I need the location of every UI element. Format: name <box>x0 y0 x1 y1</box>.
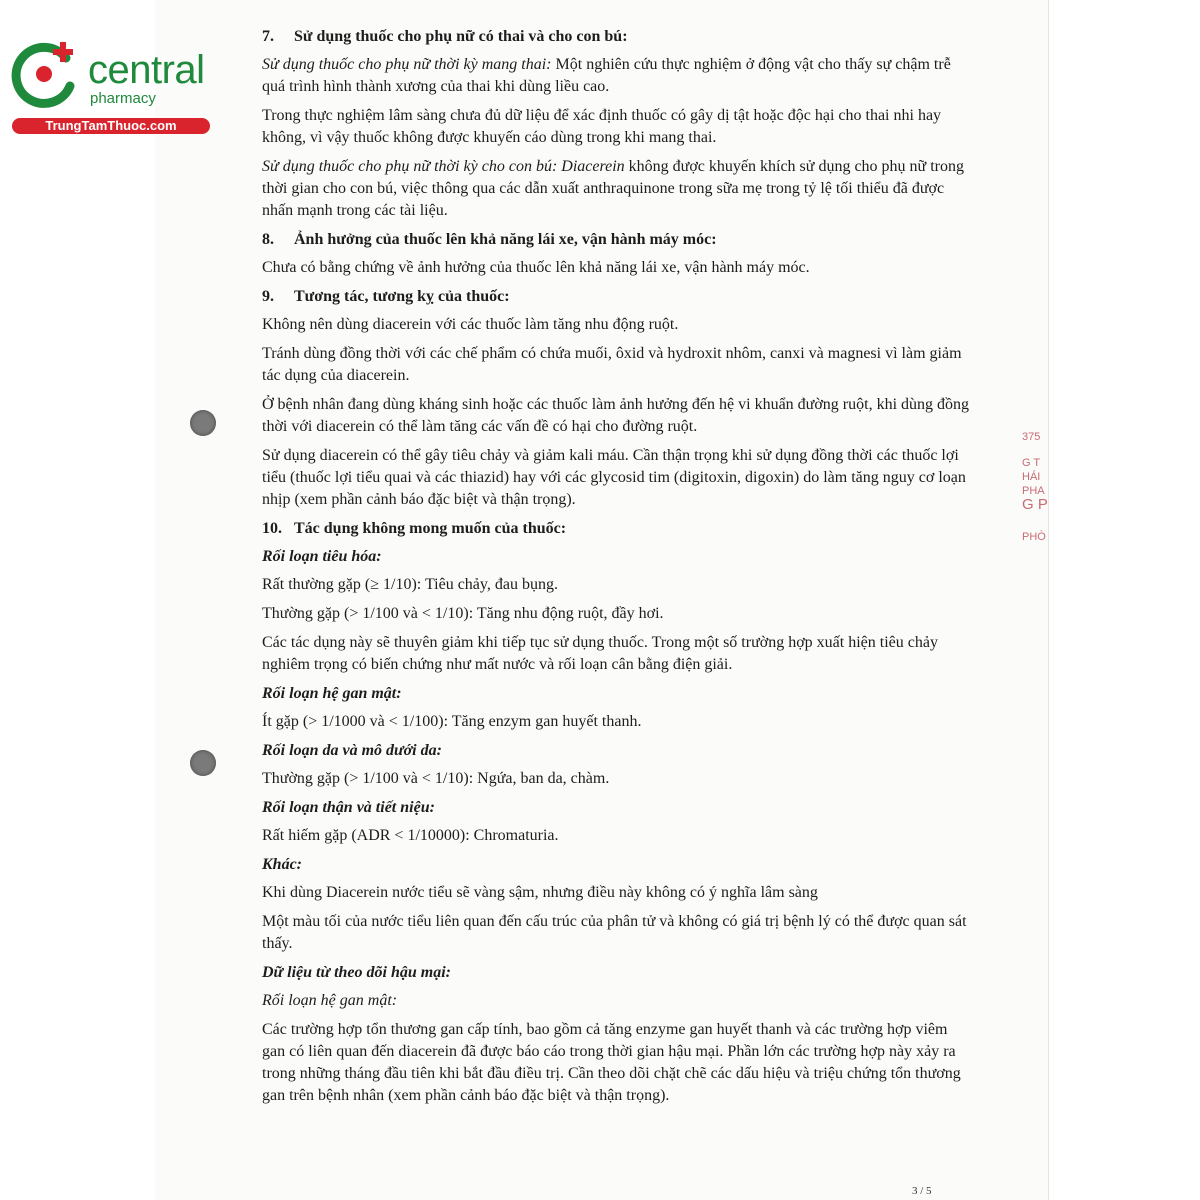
logo-mark-icon <box>10 38 88 114</box>
stamp-text: G P <box>1022 496 1048 513</box>
paragraph: Thường gặp (> 1/100 và < 1/10): Tăng nhu động ruột, đầy hơi. <box>262 605 664 622</box>
stamp-text: PHA <box>1022 485 1045 497</box>
paragraph: Các tác dụng này sẽ thuyên giảm khi tiếp tục sử dụng thuốc. Trong một số trường hợp xuất hiện tiêu chảy nghiêm trọng có biến chứng như mất nước và rối loạn cân bằng điện giải. <box>262 634 938 673</box>
section-title: Ảnh hưởng của thuốc lên khả năng lái xe, vận hành máy móc: <box>294 231 717 248</box>
section-number: 9. <box>262 288 274 305</box>
paragraph <box>262 156 972 222</box>
inline-label: Sử dụng thuốc cho phụ nữ thời kỳ mang thai: <box>262 56 552 73</box>
paragraph: Chưa có bằng chứng về ảnh hưởng của thuốc lên khả năng lái xe, vận hành máy móc. <box>262 259 810 276</box>
stamp-text: HÁI <box>1022 471 1041 483</box>
stamp-text: PHÒ <box>1022 531 1046 543</box>
section-heading-10 <box>262 518 972 540</box>
paragraph: Khi dùng Diacerein nước tiểu sẽ vàng sậm, nhưng điều này không có ý nghĩa lâm sàng <box>262 884 818 901</box>
stamp-text: G T <box>1022 457 1041 469</box>
inline-label: Sử dụng thuốc cho phụ nữ thời kỳ cho con bú: Diacerein <box>262 158 625 175</box>
section-title: Sử dụng thuốc cho phụ nữ có thai và cho con bú: <box>294 28 628 45</box>
paragraph: Các trường hợp tổn thương gan cấp tính, bao gồm cả tăng enzyme gan huyết thanh và các trường hợp viêm gan có liên quan đến diacerein đã được báo cáo trong thời gian hậu mại. Phần lớn các trường hợp này xảy ra trong những tháng đầu tiên khi bắt đầu điều trị. Cần theo dõi chặt chẽ các dấu hiệu và triệu chứng tổn thương gan trên bệnh nhân (xem phần cảnh báo đặc biệt và thận trọng). <box>262 1021 961 1104</box>
paragraph: Không nên dùng diacerein với các thuốc làm tăng nhu động ruột. <box>262 316 679 333</box>
paragraph: Trong thực nghiệm lâm sàng chưa đủ dữ liệu để xác định thuốc có gây dị tật hoặc độc hại cho thai nhi hay không, vì vậy thuốc không được khuyến cáo dùng trong khi mang thai. <box>262 107 942 146</box>
subheading-digestive: Rối loạn tiêu hóa: <box>262 548 382 565</box>
subheading-skin: Rối loạn da và mô dưới da: <box>262 742 442 759</box>
paragraph-text: Một nghiên cứu thực nghiệm ở động vật cho thấy sự chậm trễ quá trình hình thành xương của thai khi dùng liều cao. <box>262 56 951 95</box>
page-edge <box>1048 0 1049 1200</box>
logo-subtitle: pharmacy <box>90 90 156 107</box>
paragraph-text: không được khuyến khích sử dụng cho phụ nữ trong thời gian cho con bú, việc thông qua các dẫn xuất anthraquinone trong sữa mẹ trong tỷ lệ tối thiểu đã được nhấn mạnh trong các tài liệu. <box>262 158 964 219</box>
subheading-renal: Rối loạn thận và tiết niệu: <box>262 799 435 816</box>
punch-hole-top <box>190 410 216 436</box>
section-heading-7 <box>262 26 972 48</box>
section-title: Tương tác, tương kỵ của thuốc: <box>294 288 510 305</box>
stamp-text: 375 <box>1022 431 1041 443</box>
paragraph: Rất thường gặp (≥ 1/10): Tiêu chảy, đau bụng. <box>262 576 558 593</box>
section-number: 8. <box>262 231 274 248</box>
section-heading-8 <box>262 229 972 251</box>
paragraph: Một màu tối của nước tiểu liên quan đến cấu trúc của phân tử và không có giá trị bệnh lý có thể được quan sát thấy. <box>262 913 967 952</box>
paragraph: Rất hiếm gặp (ADR < 1/10000): Chromaturia. <box>262 827 559 844</box>
subheading-other: Khác: <box>262 856 302 873</box>
section-number: 10. <box>262 520 282 537</box>
section-number: 7. <box>262 28 274 45</box>
section-title: Tác dụng không mong muốn của thuốc: <box>294 520 567 537</box>
section-heading-9 <box>262 286 972 308</box>
paragraph: Ít gặp (> 1/1000 và < 1/100): Tăng enzym gan huyết thanh. <box>262 713 642 730</box>
punch-hole-bottom <box>190 750 216 776</box>
paragraph <box>262 54 972 98</box>
paragraph: Tránh dùng đồng thời với các chế phẩm có chứa muối, ôxid và hydroxit nhôm, canxi và magnesi vì làm giảm tác dụng của diacerein. <box>262 345 962 384</box>
logo-website-ribbon: TrungTamThuoc.com <box>12 118 210 134</box>
central-pharmacy-logo[interactable] <box>10 38 215 138</box>
document-body <box>262 26 972 1114</box>
paragraph: Thường gặp (> 1/100 và < 1/10): Ngứa, ban da, chàm. <box>262 770 610 787</box>
page-number: 3 / 5 <box>912 1185 932 1197</box>
paragraph: Ở bệnh nhân đang dùng kháng sinh hoặc các thuốc làm ảnh hưởng đến hệ vi khuẩn đường ruột, khi dùng đồng thời với diacerein có thể làm tăng các vấn đề có hại cho đường ruột. <box>262 396 970 435</box>
red-stamp-fragment <box>1022 430 1050 544</box>
logo-brand-name: central <box>88 48 205 92</box>
subheading-postmarketing: Dữ liệu từ theo dõi hậu mại: <box>262 964 451 981</box>
italic-label: Rối loạn hệ gan mật: <box>262 992 398 1009</box>
subheading-hepatobiliary: Rối loạn hệ gan mật: <box>262 685 402 702</box>
paragraph: Sử dụng diacerein có thể gây tiêu chảy và giảm kali máu. Cần thận trọng khi sử dụng đồng thời các thuốc lợi tiểu (thuốc lợi tiểu quai và các thiazid) hay với các glycosid tim (digitoxin, digoxin) do làm tăng nguy cơ loạn nhịp (xem phần cảnh báo đặc biệt và thận trọng). <box>262 447 966 508</box>
